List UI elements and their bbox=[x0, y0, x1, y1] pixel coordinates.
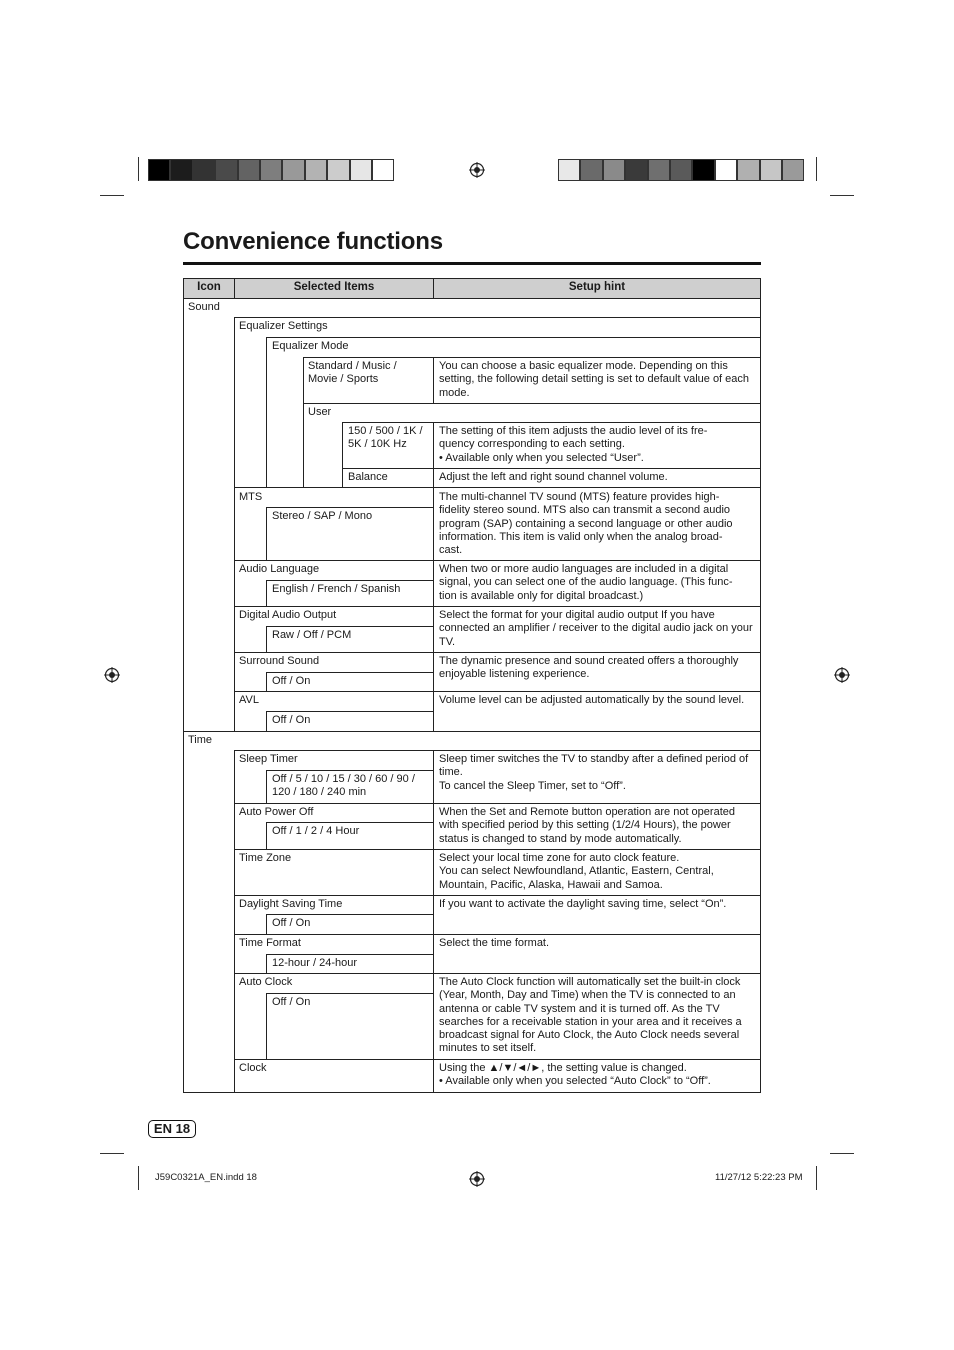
item-daylight-saving-time: Daylight Saving Time bbox=[239, 898, 343, 910]
option-audio-language: English / French / Spanish bbox=[272, 583, 401, 595]
color-swatch bbox=[215, 159, 237, 181]
hint-frequencies: The setting of this item adjusts the audio level of its fre- quency corresponding to each setting. • Available only when you selected “User”. bbox=[439, 425, 708, 464]
color-swatch bbox=[282, 159, 304, 181]
color-swatch bbox=[715, 159, 737, 181]
item-surround-sound: Surround Sound bbox=[239, 655, 320, 667]
crop-mark bbox=[100, 195, 124, 196]
item-clock: Clock bbox=[239, 1062, 267, 1074]
color-swatch bbox=[603, 159, 625, 181]
hint-digital-audio-output: Select the format for your digital audio output If you have connected an amplifier / receiver to the digital audio jack on your TV. bbox=[439, 609, 753, 648]
hint-time-format: Select the time format. bbox=[439, 937, 550, 949]
crop-mark bbox=[830, 195, 854, 196]
item-digital-audio-output: Digital Audio Output bbox=[239, 609, 337, 621]
hint-daylight-saving-time: If you want to activate the daylight saving time, select “On”. bbox=[439, 898, 727, 910]
item-avl: AVL bbox=[239, 694, 259, 706]
section-sound: Sound bbox=[188, 301, 220, 313]
option-auto-clock: Off / On bbox=[272, 996, 311, 1008]
page-number-badge: EN 18 bbox=[148, 1120, 196, 1138]
hint-sleep-timer: Sleep timer switches the TV to standby after a defined period of time. To cancel the Sleep Timer, set to “Off”. bbox=[439, 753, 749, 792]
registration-mark-icon bbox=[104, 667, 120, 683]
item-mts: MTS bbox=[239, 491, 263, 503]
color-swatch bbox=[580, 159, 602, 181]
color-swatch bbox=[305, 159, 327, 181]
crop-mark bbox=[830, 1153, 854, 1154]
color-swatch bbox=[327, 159, 349, 181]
option-time-format: 12-hour / 24-hour bbox=[272, 957, 357, 969]
color-swatch bbox=[782, 159, 804, 181]
hint-time-zone: Select your local time zone for auto clock feature. You can select Newfoundland, Atlantic, Eastern, Central, Mountain, Pacific, Alaska, Hawaii and Samoa. bbox=[439, 852, 714, 891]
header-icon: Icon bbox=[197, 281, 221, 293]
color-swatch bbox=[760, 159, 782, 181]
option-auto-power-off: Off / 1 / 2 / 4 Hour bbox=[272, 825, 360, 837]
item-equalizer-settings: Equalizer Settings bbox=[239, 320, 328, 332]
option-standard-modes: Standard / Music / Movie / Sports bbox=[308, 360, 397, 386]
hint-auto-power-off: When the Set and Remote button operation are not operated with specified period by this setting (1/2/4 Hours), the power status is changed to stand by mode automatically. bbox=[439, 806, 735, 845]
item-balance: Balance bbox=[348, 471, 388, 483]
page-title: Convenience functions bbox=[183, 228, 443, 255]
color-swatch bbox=[625, 159, 647, 181]
item-sleep-timer: Sleep Timer bbox=[239, 753, 298, 765]
registration-mark-icon bbox=[469, 1171, 485, 1187]
registration-mark-icon bbox=[469, 162, 485, 178]
item-equalizer-mode: Equalizer Mode bbox=[272, 340, 349, 352]
hint-auto-clock: The Auto Clock function will automatically set the built-in clock (Year, Month, Day and Time) when the TV is connected to an antenna or cable TV system and it is turned off. As the TV searches for a receivable station in your area and it receives a broadcast signal for Auto Clock, the Auto Clock needs several minutes to set itself. bbox=[439, 976, 742, 1055]
crop-mark bbox=[138, 157, 139, 181]
crop-mark bbox=[100, 1153, 124, 1154]
option-surround-sound: Off / On bbox=[272, 675, 311, 687]
hint-balance: Adjust the left and right sound channel volume. bbox=[439, 471, 668, 483]
option-mts: Stereo / SAP / Mono bbox=[272, 510, 373, 522]
option-daylight-saving-time: Off / On bbox=[272, 917, 311, 929]
crop-mark bbox=[816, 1166, 817, 1190]
option-avl: Off / On bbox=[272, 714, 311, 726]
hint-audio-language: When two or more audio languages are included in a digital signal, you can select one of the audio language. (This func- tion is available only for digital broadcast.) bbox=[439, 563, 733, 602]
crop-mark bbox=[138, 1166, 139, 1190]
hint-clock: Using the ▲/▼/◄/►, the setting value is changed. • Available only when you selected “Auto Clock” to “Off”. bbox=[439, 1062, 711, 1088]
hint-avl: Volume level can be adjusted automatically by the sound level. bbox=[439, 694, 745, 706]
item-time-format: Time Format bbox=[239, 937, 301, 949]
color-swatch bbox=[193, 159, 215, 181]
color-swatch bbox=[737, 159, 759, 181]
footer-file: J59C0321A_EN.indd 18 bbox=[155, 1172, 257, 1183]
item-user: User bbox=[308, 406, 332, 418]
color-swatch bbox=[238, 159, 260, 181]
hint-surround-sound: The dynamic presence and sound created offers a thoroughly enjoyable listening experience. bbox=[439, 655, 739, 681]
header-selected-items: Selected Items bbox=[293, 281, 375, 293]
option-digital-audio-output: Raw / Off / PCM bbox=[272, 629, 352, 641]
option-sleep-timer: Off / 5 / 10 / 15 / 30 / 60 / 90 / 120 / 180 / 240 min bbox=[272, 773, 415, 799]
hint-mts: The multi-channel TV sound (MTS) feature provides high- fidelity stereo sound. MTS also can transmit a second audio program (SAP) containing a second language or other audio information. This item is valid only when the analog broad- cast. bbox=[439, 491, 733, 557]
option-frequencies: 150 / 500 / 1K / 5K / 10K Hz bbox=[348, 425, 423, 451]
color-swatch bbox=[148, 159, 170, 181]
color-swatch bbox=[558, 159, 580, 181]
color-swatch bbox=[260, 159, 282, 181]
color-swatch bbox=[372, 159, 394, 181]
item-auto-clock: Auto Clock bbox=[239, 976, 293, 988]
footer-datetime: 11/27/12 5:22:23 PM bbox=[715, 1172, 803, 1183]
crop-mark bbox=[816, 157, 817, 181]
item-time-zone: Time Zone bbox=[239, 852, 292, 864]
item-audio-language: Audio Language bbox=[239, 563, 320, 575]
header-setup-hint: Setup hint bbox=[568, 281, 626, 293]
color-swatch bbox=[670, 159, 692, 181]
color-swatch bbox=[692, 159, 714, 181]
section-time: Time bbox=[188, 734, 213, 746]
title-rule bbox=[183, 262, 761, 265]
color-swatch bbox=[648, 159, 670, 181]
hint-standard-modes: You can choose a basic equalizer mode. Depending on this setting, the following detail setting is set to default value of each mode. bbox=[439, 360, 750, 399]
color-swatch bbox=[170, 159, 192, 181]
color-swatch bbox=[350, 159, 372, 181]
item-auto-power-off: Auto Power Off bbox=[239, 806, 314, 818]
registration-mark-icon bbox=[834, 667, 850, 683]
